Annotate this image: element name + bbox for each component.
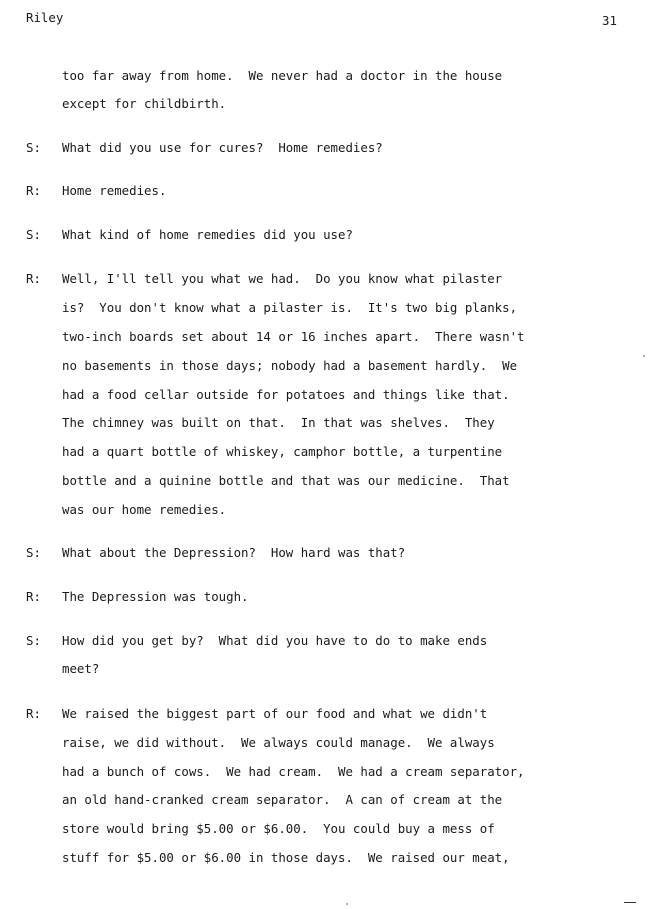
text-line: had a bunch of cows. We had cream. We had a cream separator, bbox=[62, 764, 525, 779]
text-line: an old hand-cranked cream separator. A can of cream at the bbox=[62, 792, 503, 807]
text-line: no basements in those days; nobody had a basement hardly. We bbox=[62, 358, 518, 373]
text-line: bottle and a quinine bottle and that was our medicine. That bbox=[62, 473, 510, 488]
speaker-label: R: bbox=[26, 271, 41, 286]
header-interviewee-name: Riley bbox=[26, 10, 64, 25]
scan-speck bbox=[643, 355, 645, 357]
text-line: Well, I'll tell you what we had. Do you know what pilaster bbox=[62, 271, 503, 286]
text-line: What kind of home remedies did you use? bbox=[62, 227, 353, 242]
text-line: was our home remedies. bbox=[62, 502, 227, 517]
text-line: two-inch boards set about 14 or 16 inches apart. There wasn't bbox=[62, 329, 525, 344]
text-line: had a food cellar outside for potatoes and things like that. bbox=[62, 387, 510, 402]
text-line: except for childbirth. bbox=[62, 96, 227, 111]
text-line: is? You don't know what a pilaster is. It's two big planks, bbox=[62, 300, 518, 315]
text-line: stuff for $5.00 or $6.00 in those days. We raised our meat, bbox=[62, 850, 510, 865]
page-number: 31 bbox=[602, 13, 617, 28]
text-line: The Depression was tough. bbox=[62, 589, 249, 604]
speaker-label: R: bbox=[26, 183, 41, 198]
text-line: What about the Depression? How hard was that? bbox=[62, 545, 406, 560]
speaker-label: S: bbox=[26, 140, 41, 155]
text-line: store would bring $5.00 or $6.00. You could buy a mess of bbox=[62, 821, 495, 836]
speaker-label: S: bbox=[26, 545, 41, 560]
text-line: too far away from home. We never had a doctor in the house bbox=[62, 68, 503, 83]
text-line: We raised the biggest part of our food and what we didn't bbox=[62, 706, 488, 721]
speaker-label: S: bbox=[26, 227, 41, 242]
text-line: How did you get by? What did you have to do to make ends bbox=[62, 633, 488, 648]
speaker-label: R: bbox=[26, 706, 41, 721]
text-line: The chimney was built on that. In that was shelves. They bbox=[62, 415, 495, 430]
text-line: Home remedies. bbox=[62, 183, 167, 198]
text-line: raise, we did without. We always could manage. We always bbox=[62, 735, 495, 750]
scan-edge-mark bbox=[624, 902, 636, 903]
speaker-label: R: bbox=[26, 589, 41, 604]
text-line: meet? bbox=[62, 661, 100, 676]
speaker-label: S: bbox=[26, 633, 41, 648]
text-line: had a quart bottle of whiskey, camphor bottle, a turpentine bbox=[62, 444, 503, 459]
text-line: What did you use for cures? Home remedies? bbox=[62, 140, 383, 155]
scan-speck bbox=[346, 903, 348, 905]
